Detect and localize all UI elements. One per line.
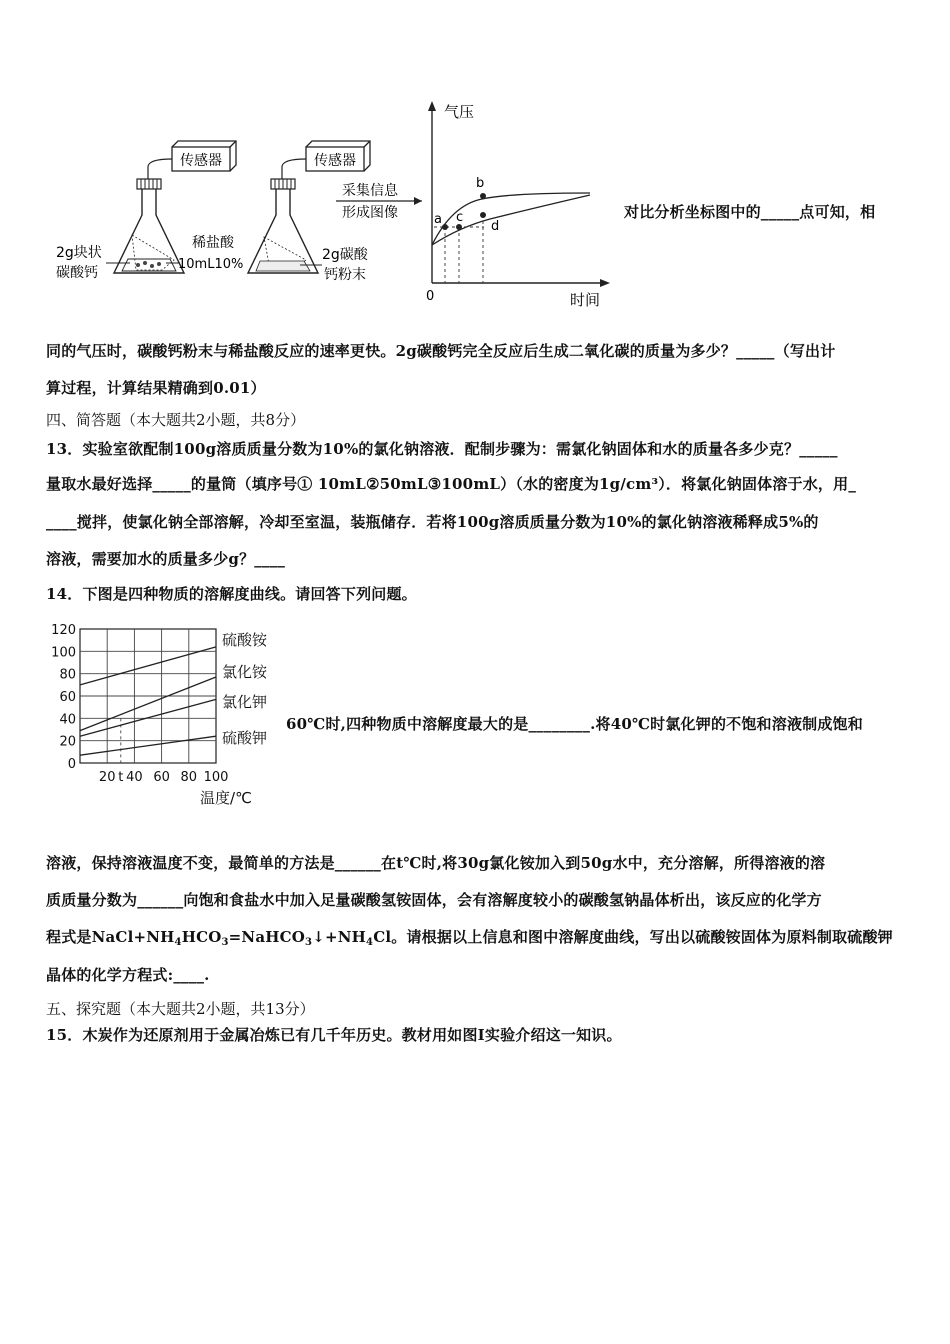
wire-left (148, 159, 172, 179)
chart-y-tick-label: 60 (59, 690, 76, 705)
graph-y-arrow (428, 101, 436, 111)
chart-series-label: 硫酸铵 (222, 631, 268, 649)
sensor-box-right (306, 141, 370, 171)
chart-y-tick-label: 120 (51, 623, 76, 638)
right-sample-label-2: 钙粉末 (324, 267, 366, 283)
wire-right (282, 159, 306, 179)
flask-right (248, 179, 322, 273)
chart-series-line (80, 647, 216, 685)
chart-x-tick-label: 20 (98, 770, 116, 785)
chart-series-line (80, 677, 216, 731)
chart-y-tick-label: 0 (67, 757, 76, 772)
q13-line-3: ____搅拌，使氯化钠全部溶解，冷却至室温，装瓶储存．若将100g溶质质量分数为10%的氯化钠溶液稀释成5%的 (46, 513, 819, 531)
q14-line-2: 溶液，保持溶液温度不变，最简单的方法是______在t℃时,将30g氯化铵加入到50g水中，充分溶解，所得溶液的溶 (46, 854, 826, 872)
chart-series-label: 氯化铵 (222, 663, 268, 681)
graph-origin: 0 (426, 289, 435, 304)
acid-label-1: 稀盐酸 (192, 235, 234, 251)
q13-line-4: 溶液，需要加水的质量多少g？____ (46, 550, 286, 568)
experiment-figure-svg (50, 95, 630, 315)
chart-x-tick-label: 40 (126, 770, 143, 785)
graph-point-c-label: c (456, 210, 464, 225)
graph-point-b-label: b (476, 176, 485, 191)
right-sample-label-1: 2g碳酸 (322, 247, 368, 263)
chart-x-tick-label: 100 (203, 770, 229, 785)
q12-line-1: 对比分析坐标图中的_____点可知，相 (624, 203, 876, 221)
q12-line-3: 算过程，计算结果精确到0.01） (46, 379, 266, 397)
graph-x-label: 时间 (570, 291, 601, 309)
solubility-chart (40, 615, 290, 815)
acid-label-2: 10mL10% (178, 257, 244, 272)
q14-line-3: 质质量分数为______向饱和食盐水中加入足量碳酸氢铵固体，会有溶解度较小的碳酸氢钠晶体析出，该反应的化学方 (46, 891, 822, 909)
flask-left (106, 179, 184, 273)
chart-y-tick-label: 100 (51, 645, 76, 661)
chart-x-tick-label: 80 (180, 770, 198, 785)
chart-y-tick-label: 40 (59, 712, 76, 728)
q15-line-1: 15．木炭作为还原剂用于金属冶炼已有几千年历史。教材用如图Ⅰ实验介绍这一知识。 (46, 1026, 622, 1044)
left-sample-label-2: 碳酸钙 (56, 265, 98, 281)
chart-x-tick-label: 60 (153, 770, 170, 785)
graph-point-b (480, 193, 486, 199)
q14-line-4: 程式是$NaCl+NH_4HCO_3=NaHCO_3↓+NH_4Cl$。请根据以上信息和图中溶解度曲线，写出以硫酸铵固体为原料制取硫酸钾 (46, 928, 893, 948)
q14-line-5: 晶体的化学方程式:____. (46, 966, 210, 984)
solubility-chart-svg (40, 615, 290, 815)
section4-title: 四、简答题（本大题共2小题，共8分） (46, 411, 306, 429)
chart-series-line (80, 736, 216, 755)
graph-y-label: 气压 (444, 103, 475, 121)
graph-point-a-label: a (434, 212, 442, 227)
section5-title: 五、探究题（本大题共2小题，共13分） (46, 1000, 315, 1018)
chart-series-label: 氯化钾 (222, 693, 268, 711)
q12-line-2: 同的气压时，碳酸钙粉末与稀盐酸反应的速率更快。2g碳酸钙完全反应后生成二氧化碳的质量为多少？_____（写出计 (46, 342, 836, 360)
q13-line-2: 量取水最好选择_____的量筒（填序号① 10mL②50mL③100mL）（水的密度为1g/cm³）．将氯化钠固体溶于水，用_ (46, 475, 857, 493)
left-sample-label-1: 2g块状 (56, 245, 102, 261)
chart-x-label: 温度/℃ (200, 789, 252, 807)
chart-series-line (80, 699, 216, 736)
chart-series-label: 硫酸钾 (222, 729, 268, 747)
experiment-figure (50, 95, 630, 315)
chart-y-tick-label: 20 (59, 734, 76, 750)
sensor-box-left (172, 141, 236, 171)
chart-x-tick-label: t (118, 770, 124, 785)
arrow-text-1: 采集信息 (342, 183, 398, 199)
sensor-left-text: 传感器 (180, 153, 222, 169)
graph-point-d (480, 212, 486, 218)
graph-point-a (442, 224, 448, 230)
arrow-text-2: 形成图像 (342, 205, 398, 221)
chart-y-tick-label: 80 (59, 667, 76, 683)
collect-arrow-head (414, 197, 422, 205)
graph-x-arrow (600, 279, 610, 287)
q14-line-1: 60℃时,四种物质中溶解度最大的是________.将40℃时氯化钾的不饱和溶液制成饱和 (286, 715, 863, 733)
q14-intro: 14．下图是四种物质的溶解度曲线。请回答下列问题。 (46, 585, 417, 603)
q13-line-1: 13．实验室欲配制100g溶质质量分数为10%的氯化钠溶液．配制步骤为：需氯化钠固体和水的质量各多少克？_____ (46, 440, 838, 458)
sensor-right-text: 传感器 (314, 153, 356, 169)
graph-point-d-label: d (491, 219, 500, 234)
